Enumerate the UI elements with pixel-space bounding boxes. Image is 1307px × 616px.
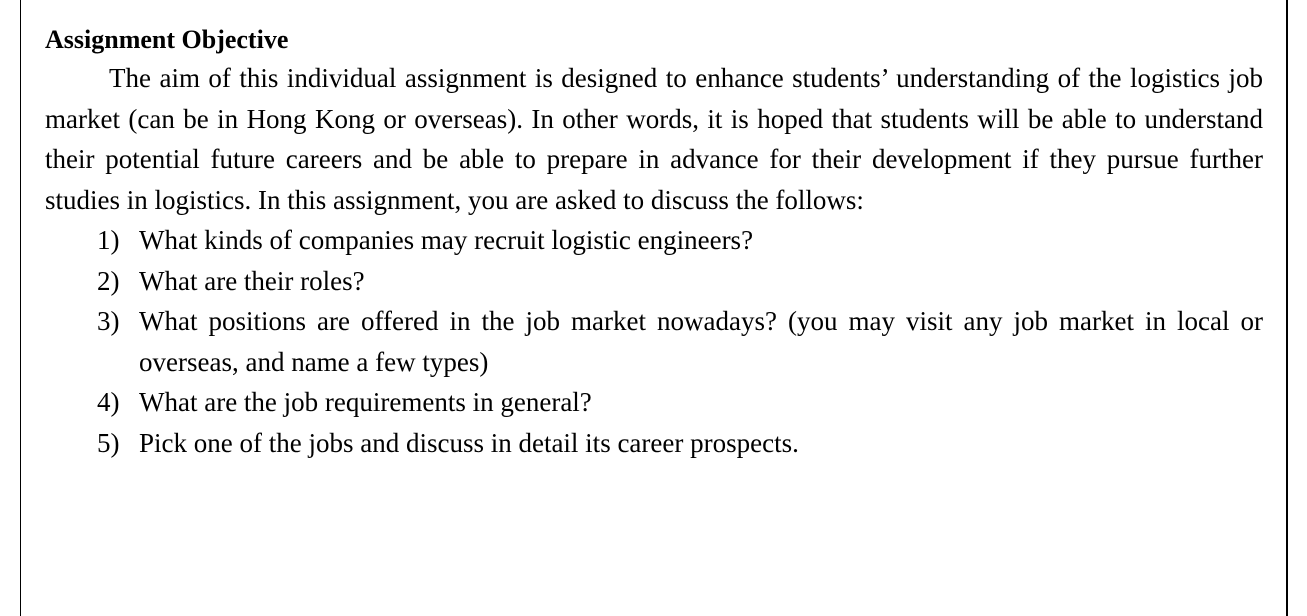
question-text: Pick one of the jobs and discuss in detail its career prospects. xyxy=(139,427,799,458)
question-number: 5) xyxy=(97,427,120,458)
question-text: What are the job requirements in general? xyxy=(139,387,592,417)
question-number: 3) xyxy=(97,306,120,336)
question-item xyxy=(45,301,1263,382)
question-text: What positions are offered in the job market nowadays? (you may visit any job market in local or overseas, and name a few types) xyxy=(139,306,1263,377)
question-item xyxy=(45,382,1263,423)
question-item xyxy=(45,423,1263,464)
question-number: 4) xyxy=(97,387,120,417)
question-text: What kinds of companies may recruit logistic engineers? xyxy=(139,225,754,255)
objective-paragraph: The aim of this individual assignment is designed to enhance students’ understanding of the logistics job market (can be in Hong Kong or overseas). In other words, it is hoped that students will be able to understand their potential future careers and be able to prepare in advance for their development if they pursue further studies in logistics. In this assignment, you are asked to discuss the follows: xyxy=(45,63,1263,215)
section-heading: Assignment Objective xyxy=(45,25,289,54)
question-item xyxy=(45,261,1263,302)
question-number: 1) xyxy=(97,225,120,255)
question-text: What are their roles? xyxy=(139,265,365,296)
question-item xyxy=(45,220,1263,261)
assignment-objective-section xyxy=(45,22,1275,463)
question-number: 2) xyxy=(97,265,120,296)
question-list xyxy=(45,220,1275,463)
